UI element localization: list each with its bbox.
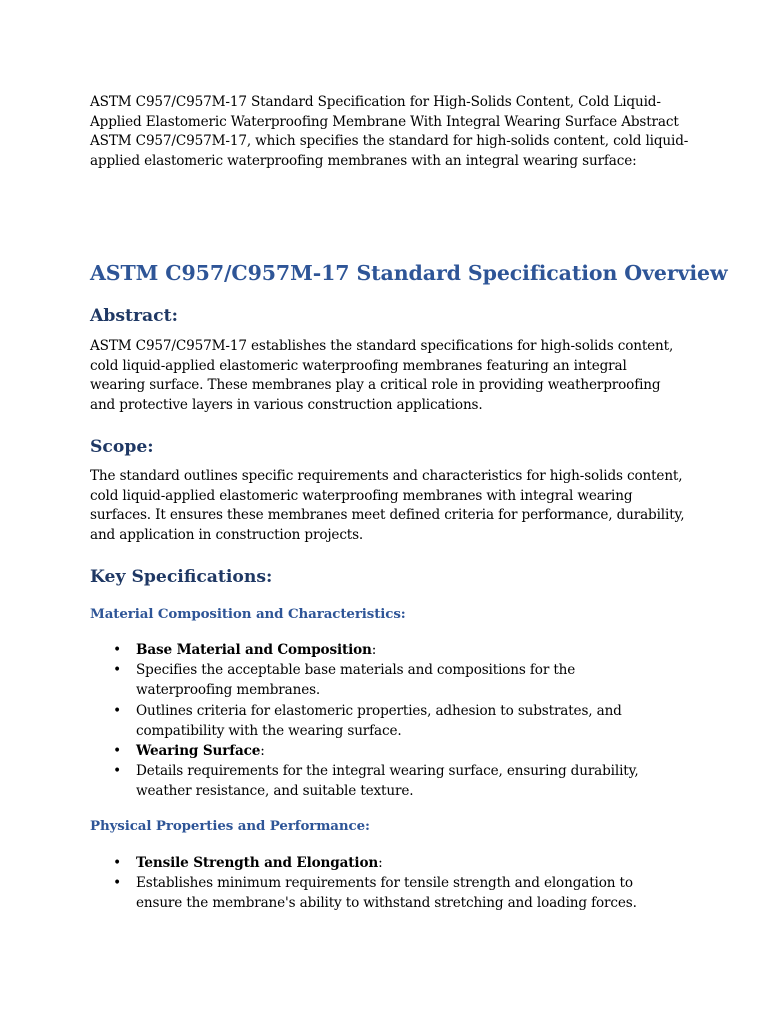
abstract-heading: Abstract: <box>90 306 178 326</box>
intro-block <box>90 93 690 172</box>
list-item <box>90 873 670 913</box>
list-item-text: : <box>378 855 383 871</box>
document-title: ASTM C957/C957M-17 Standard Specification Overview <box>90 261 728 285</box>
list-item <box>90 853 670 873</box>
material-composition-heading: Material Composition and Characteristics: <box>90 606 406 622</box>
list-item <box>90 640 670 660</box>
material-bullet-list <box>90 640 670 802</box>
physical-properties-heading: Physical Properties and Performance: <box>90 818 370 834</box>
list-item-text: Details requirements for the integral wearing surface, ensuring durability, weather resistance, and suitable texture. <box>136 763 639 800</box>
list-item <box>90 660 670 700</box>
list-item-bold: Base Material and Composition <box>136 642 372 658</box>
key-specifications-heading: Key Specifications: <box>90 567 273 587</box>
bullet-icon: • <box>113 642 121 658</box>
bullet-icon: • <box>113 855 121 871</box>
intro-line-1: ASTM C957/C957M-17 Standard Specification for High-Solids Content, Cold Liquid-Applied Elastomeric Waterproofing Membrane With Integral Wearing Surface Abstract <box>90 94 679 130</box>
list-item-text: Specifies the acceptable base materials and compositions for the waterproofing membranes. <box>136 662 576 699</box>
list-item <box>90 701 670 741</box>
scope-text: The standard outlines specific requirements and characteristics for high-solids content, cold liquid-applied elastomeric waterproofing membranes with integral wearing surfaces. It ensures these membranes meet defined criteria for performance, durability, and application in construction projects. <box>90 468 685 544</box>
bullet-icon: • <box>113 743 121 760</box>
bullet-icon: • <box>113 763 121 780</box>
list-item-text: : <box>260 743 265 760</box>
bullet-icon: • <box>113 702 121 719</box>
abstract-text: ASTM C957/C957M-17 establishes the standard specifications for high-solids content, cold liquid-applied elastomeric waterproofing membranes featuring an integral wearing surface. These membranes play a critical role in providing weatherproofing and protective layers in various construction applications. <box>90 338 674 414</box>
list-item <box>90 741 670 761</box>
list-item-text: : <box>371 642 377 658</box>
bullet-icon: • <box>113 662 121 679</box>
list-item-bold: Wearing Surface <box>136 743 261 760</box>
list-item <box>90 761 670 801</box>
physical-bullet-list <box>90 853 670 914</box>
scope-heading: Scope: <box>90 437 154 457</box>
intro-line-2: ASTM C957/C957M-17, which specifies the standard for high-solids content, cold liquid-applied elastomeric waterproofing membranes with an integral wearing surface: <box>90 133 689 170</box>
list-item-bold: Tensile Strength and Elongation <box>136 855 379 871</box>
list-item-text: Outlines criteria for elastomeric properties, adhesion to substrates, and compatibility with the wearing surface. <box>136 702 622 739</box>
list-item-text: Establishes minimum requirements for tensile strength and elongation to ensure the membrane's ability to withstand stretching and loading forces. <box>136 875 637 912</box>
bullet-icon: • <box>113 875 121 892</box>
